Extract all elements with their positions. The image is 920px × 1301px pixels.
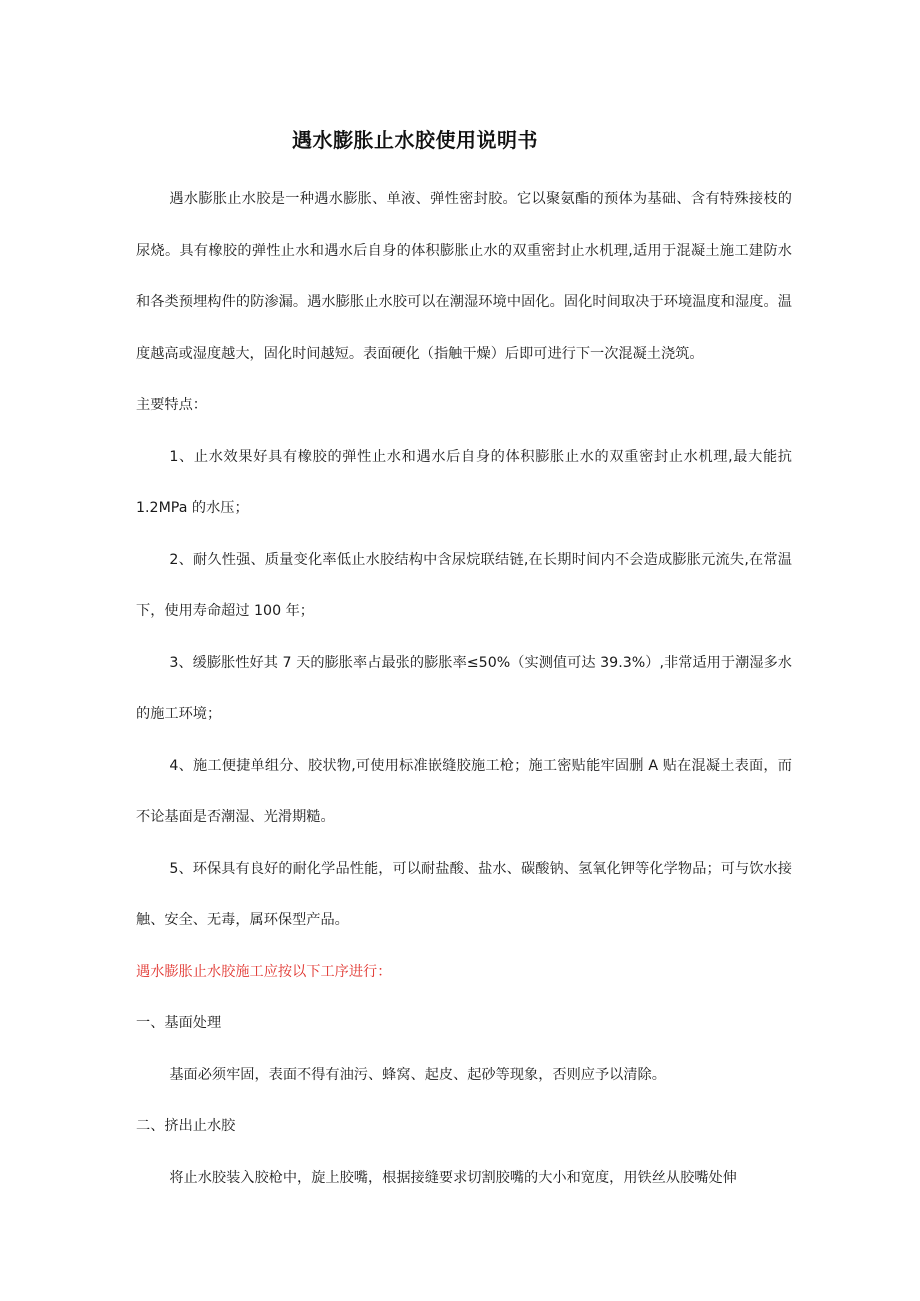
step-heading-1: 一、基面处理 — [136, 1015, 222, 1031]
feature-item-3: 3、缓膨胀性好其 7 天的膨胀率占最张的膨胀率≤50%（实测值可达 39.3%）,非常适用于潮湿多水的施工环境； — [136, 654, 792, 722]
document-body — [136, 174, 792, 1204]
intro-paragraph: 遇水膨胀止水胶是一种遇水膨胀、单液、弹性密封胶。它以聚氨酯的预体为基础、含有特殊接枝的尿烧。具有橡胶的弹性止水和遇水后自身的体积膨胀止水的双重密封止水机理,适用于混凝土施工建防水和各类预埋构件的防渗漏。遇水膨胀止水胶可以在潮湿环境中固化。固化时间取决于环境温度和湿度。温度越高或湿度越大，固化时间越短。表面硬化（指触干燥）后即可进行下一次混凝土浇筑。 — [136, 191, 792, 362]
step-heading-2: 二、挤出止水胶 — [136, 1118, 236, 1134]
feature-item-2: 2、耐久性强、质量变化率低止水胶结构中含尿烷联结链,在长期时间内不会造成膨胀元流失,在常温下，使用寿命超过 100 年； — [136, 551, 792, 619]
features-heading: 主要特点： — [136, 397, 207, 413]
step-text-1: 基面必须牢固，表面不得有油污、蜂窝、起皮、起砂等现象，否则应予以清除。 — [169, 1066, 666, 1083]
step-text-2: 将止水胶装入胶枪中，旋上胶嘴，根据接缝要求切割胶嘴的大小和宽度，用铁丝从胶嘴处伸 — [169, 1169, 737, 1186]
procedure-heading: 遇水膨胀止水胶施工应按以下工序进行： — [136, 963, 392, 980]
feature-item-5: 5、环保具有良好的耐化学品性能，可以耐盐酸、盐水、碳酸钠、氢氧化钾等化学物品；可与饮水接触、安全、无毒，属环保型产品。 — [136, 860, 792, 928]
feature-item-1: 1、止水效果好具有橡胶的弹性止水和遇水后自身的体积膨胀止水的双重密封止水机理,最大能抗 1.2MPa 的水压； — [136, 448, 792, 516]
feature-item-4: 4、施工便捷单组分、胶状物,可使用标准嵌缝胶施工枪；施工密贴能牢固删 A 贴在混凝土表面，而不论基面是否潮湿、光滑期糙。 — [136, 757, 792, 825]
document-title: 遇水膨胀止水胶使用说明书 — [292, 128, 538, 152]
